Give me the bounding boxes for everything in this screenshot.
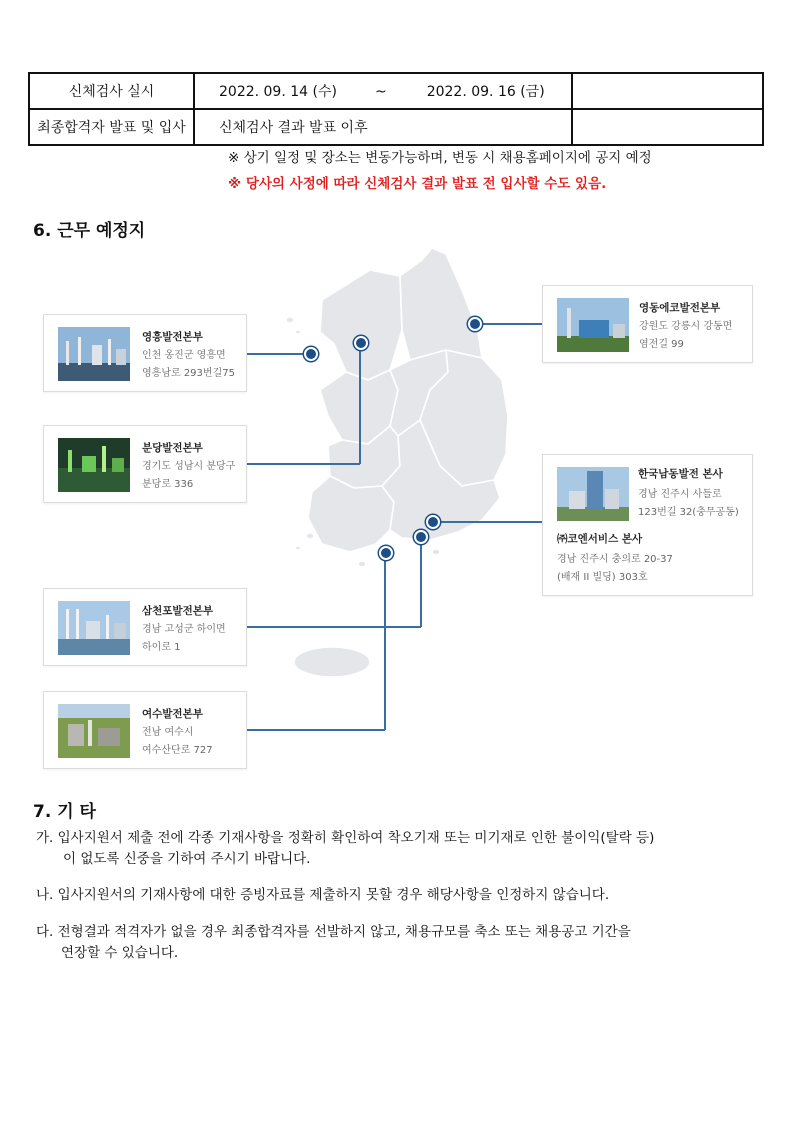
item-line: 이 없도록 신중을 기하여 주시기 바랍니다. [63, 851, 311, 867]
power-plant-photo [58, 601, 130, 655]
address-line: 염전길 99 [639, 339, 684, 350]
address-line: 경남 진주시 충의로 20-37 [557, 554, 673, 565]
schedule-table [28, 72, 764, 146]
list-item [36, 828, 776, 870]
schedule-label: 신체검사 실시 [29, 73, 194, 109]
address-line: 경남 진주시 사들로 [638, 489, 722, 500]
location-card-yeongdong[interactable] [542, 285, 753, 363]
item-line: 다. 전형결과 적격자가 없을 경우 최종합격자를 선발하지 않고, 채용규모를 축소 또는 채용공고 기간을 [36, 924, 631, 940]
connector-samcheonpo-v [420, 537, 422, 627]
location-name: 영동에코발전본부 [639, 302, 721, 314]
region-gyeonggi [320, 270, 402, 380]
date-separator: ~ [374, 84, 387, 100]
map-marker-samcheonpo[interactable] [414, 530, 428, 544]
connector-yeosu-h [245, 729, 385, 731]
location-address [142, 458, 235, 494]
map-marker-yeosu[interactable] [379, 546, 393, 560]
location-name: 여수발전본부 [142, 708, 203, 720]
end-date: 2022. 09. 16 (금) [426, 84, 545, 100]
location-name: 한국남동발전 본사 [638, 468, 723, 480]
schedule-note: ※ 상기 일정 및 장소는 변동가능하며, 변동 시 채용홈페이지에 공지 예정 [228, 150, 652, 166]
address-line: 경기도 성남시 분당구 [142, 461, 236, 472]
location-name: 삼천포발전본부 [142, 605, 214, 617]
region-gangwon [400, 248, 482, 360]
connector-hq [432, 521, 542, 523]
item-line: 가. 입사지원서 제출 전에 각종 기재사항을 정확히 확인하여 착오기재 또는 미기재로 인한 불이익(탈락 등) [36, 830, 655, 846]
schedule-warning-note: ※ 당사의 사정에 따라 신체검사 결과 발표 전 입사할 수도 있음. [228, 176, 607, 192]
office-name: ㈜코엔서비스 본사 [557, 533, 643, 545]
map-marker-hq[interactable] [426, 515, 440, 529]
power-plant-photo [58, 704, 130, 758]
connector-samcheonpo-h [245, 626, 421, 628]
list-item [36, 885, 776, 906]
location-address [638, 486, 739, 522]
power-plant-photo [557, 298, 629, 352]
location-card-yeosu[interactable] [43, 691, 247, 769]
korea-map [250, 240, 560, 690]
location-address [142, 347, 235, 383]
list-item [36, 922, 776, 964]
connector-bundang-v [359, 342, 361, 464]
address-line: 여수산단로 727 [142, 745, 213, 756]
item-line: 연장할 수 있습니다. [61, 945, 179, 961]
location-card-bundang[interactable] [43, 425, 247, 503]
office-address [557, 551, 673, 587]
address-line: 하이로 1 [142, 642, 181, 653]
connector-yeongheung [245, 353, 310, 355]
address-line: 경남 고성군 하이면 [142, 624, 226, 635]
location-name: 분당발전본부 [142, 442, 203, 454]
schedule-text: 신체검사 결과 발표 이후 [194, 109, 572, 145]
location-address [639, 318, 732, 354]
section-7-title: 7. 기 타 [33, 802, 96, 822]
power-plant-photo [58, 438, 130, 492]
address-line: 인천 옹진군 영흥면 [142, 350, 226, 361]
location-card-yeongheung[interactable] [43, 314, 247, 392]
section-6-title: 6. 근무 예정지 [33, 221, 146, 241]
region-jeju [294, 647, 370, 677]
item-line: 나. 입사지원서의 기재사항에 대한 증빙자료를 제출하지 못할 경우 해당사항을 인정하지 않습니다. [36, 887, 610, 903]
location-card-hq[interactable] [542, 454, 753, 596]
start-date: 2022. 09. 14 (수) [219, 84, 337, 100]
location-card-samcheonpo[interactable] [43, 588, 247, 666]
table-row [29, 73, 763, 109]
region-jeonnam [308, 476, 394, 552]
location-address [142, 621, 226, 657]
schedule-extra [572, 109, 763, 145]
address-line: (배재 II 빌딩) 303호 [557, 572, 648, 583]
schedule-extra [572, 73, 763, 109]
schedule-dates [194, 73, 572, 109]
map-marker-bundang[interactable] [354, 336, 368, 350]
location-address [142, 724, 213, 760]
address-line: 123번길 32(충무공동) [638, 507, 739, 518]
location-name: 영흥발전본부 [142, 331, 203, 343]
headquarters-photo [557, 467, 629, 521]
map-marker-yeongdong[interactable] [468, 317, 482, 331]
address-line: 전남 여수시 [142, 727, 194, 738]
address-line: 강원도 강릉시 강동면 [639, 321, 733, 332]
table-row [29, 109, 763, 145]
connector-yeosu-v [384, 552, 386, 730]
schedule-label: 최종합격자 발표 및 입사 [29, 109, 194, 145]
address-line: 영흥남로 293번길75 [142, 368, 235, 379]
address-line: 분당로 336 [142, 479, 194, 490]
connector-yeongdong [474, 323, 542, 325]
connector-bundang-h [245, 463, 360, 465]
map-marker-yeongheung[interactable] [304, 347, 318, 361]
power-plant-photo [58, 327, 130, 381]
